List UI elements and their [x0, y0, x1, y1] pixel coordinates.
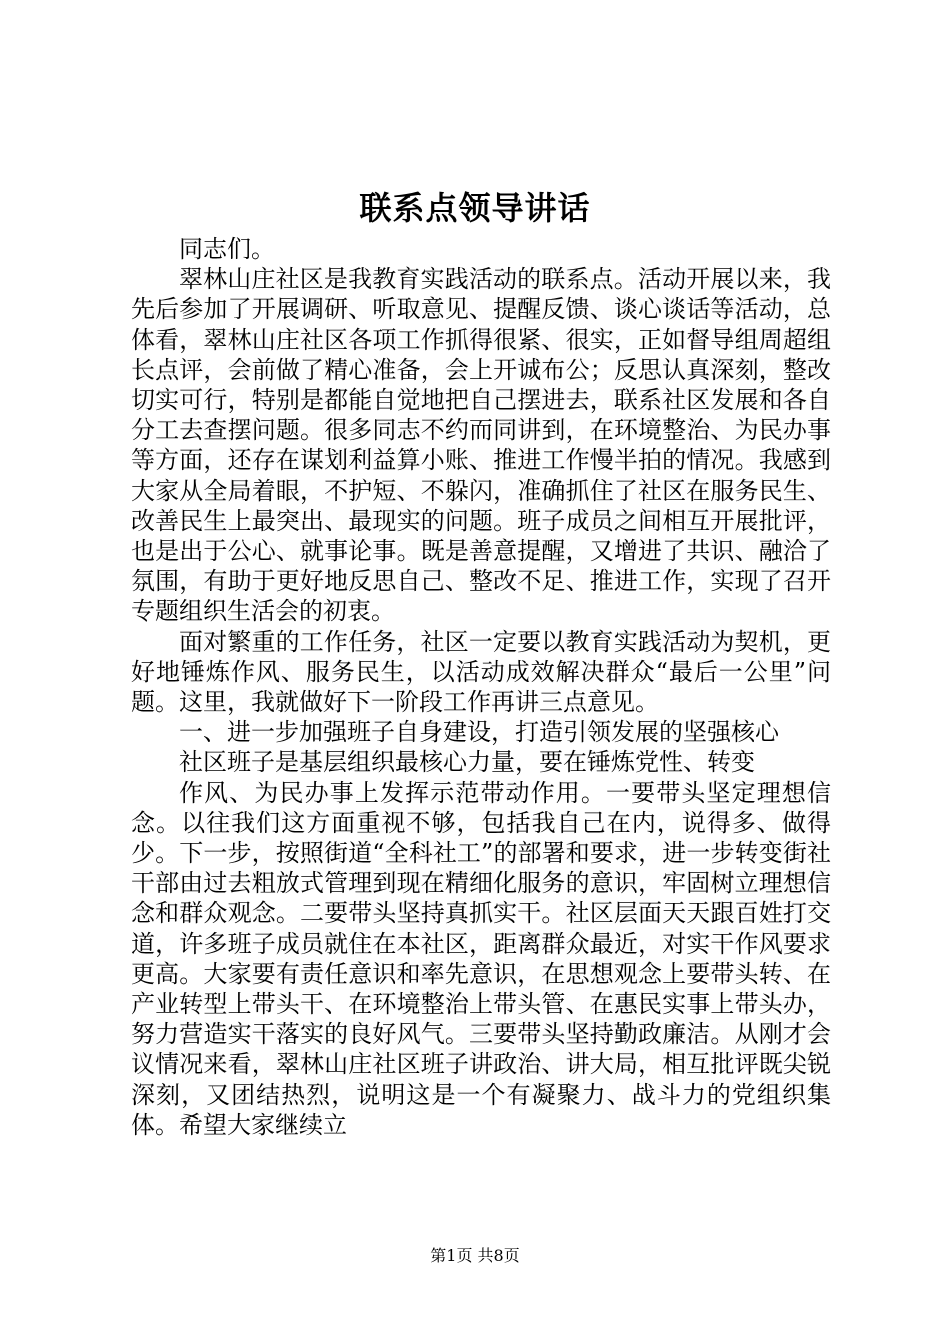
- paragraph-3: 社区班子是基层组织最核心力量，要在锤炼党性、转变: [179, 748, 755, 777]
- paragraph-1: 翠林山庄社区是我教育实践活动的联系点。活动开展以来，我先后参加了开展调研、听取意见、提醒反馈、谈心谈话等活动，总体看，翠林山庄社区各项工作抓得很紧、很实，正如督导组周超组长点评，会前做了精心准备，会上开诚布公；反思认真深刻，整改切实可行，特别是都能自觉地把自己摆进去，联系社区发展和各自分工去查摆问题。很多同志不约而同讲到，在环境整治、为民办事等方面，还存在谋划利益算小账、推进工作慢半拍的情况。我感到大家从全局着眼，不护短、不躲闪，准确抓住了社区在服务民生、改善民生上最突出、最现实的问题。班子成员之间相互开展批评，也是出于公心、就事论事。既是善意提醒，又增进了共识、融洽了氛围，有助于更好地反思自己、整改不足、推进工作，实现了召开专题组织生活会的初衷。: [131, 265, 831, 626]
- paragraph-2: 面对繁重的工作任务，社区一定要以教育实践活动为契机，更好地锤炼作风、服务民生，以活动成效解决群众“最后一公里”问题。这里，我就做好下一阶段工作再讲三点意见。: [131, 627, 831, 717]
- document-body: [131, 234, 831, 1140]
- section-heading-1: 一、进一步加强班子自身建设，打造引领发展的坚强核心: [179, 718, 779, 747]
- document-title: 联系点领导讲话: [359, 189, 591, 227]
- paragraph-4: 作风、为民办事上发挥示范带动作用。一要带头坚定理想信念。以往我们这方面重视不够，包括我自己在内，说得多、做得少。下一步，按照街道“全科社工”的部署和要求，进一步转变街社干部由过去粗放式管理到现在精细化服务的意识，牢固树立理想信念和群众观念。二要带头坚持真抓实干。社区层面天天跟百姓打交道，许多班子成员就住在本社区，距离群众最近，对实干作风要求更高。大家要有责任意识和率先意识，在思想观念上要带头转、在产业转型上带头干、在环境整治上带头管、在惠民实事上带头办，努力营造实干落实的良好风气。三要带头坚持勤政廉洁。从刚才会议情况来看，翠林山庄社区班子讲政治、讲大局，相互批评既尖锐深刻，又团结热烈，说明这是一个有凝聚力、战斗力的党组织集体。希望大家继续立: [131, 778, 831, 1139]
- paragraph-greeting: 同志们。: [179, 235, 275, 263]
- page-footer: 第1页 共8页: [430, 1246, 520, 1265]
